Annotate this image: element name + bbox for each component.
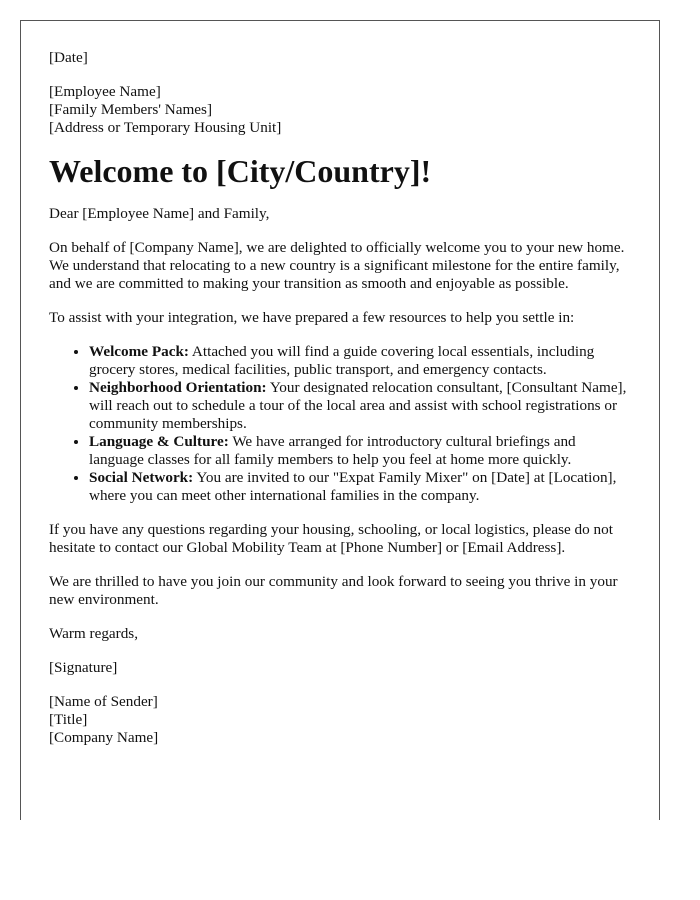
resources-intro: To assist with your integration, we have prepared a few resources to help you settle in:: [49, 309, 575, 326]
letter-page: [20, 20, 660, 820]
resource-text: You are invited to our "Expat Family Mixer" on [Date] at [Location], where you can meet other international families in the company.: [89, 469, 617, 504]
recipient-block: [49, 83, 631, 137]
resource-text: We have arranged for introductory cultural briefings and language classes for all family members to help you feel at home more quickly.: [89, 433, 576, 468]
resource-title: Welcome Pack:: [89, 343, 189, 360]
recipient-family-names: [Family Members' Names]: [49, 101, 213, 118]
letter-intro: On behalf of [Company Name], we are delighted to officially welcome you to your new home. We understand that relocating to a new country is a significant milestone for the entire family, and we are committed to making your transition as smooth and enjoyable as possible.: [49, 239, 625, 292]
letter-salutation: Dear [Employee Name] and Family,: [49, 205, 270, 222]
questions-paragraph: If you have any questions regarding your housing, schooling, or local logistics, please do not hesitate to contact our Global Mobility Team at [Phone Number] or [Email Address].: [49, 521, 613, 556]
letter-heading: Welcome to [City/Country]!: [49, 153, 432, 189]
letter-date: [Date]: [49, 49, 88, 66]
sign-off: Warm regards,: [49, 625, 139, 642]
resource-item-welcome-pack: [89, 343, 631, 379]
resource-item-language-culture: [89, 433, 631, 469]
resource-item-social-network: [89, 469, 631, 505]
resource-text: Your designated relocation consultant, [Consultant Name], will reach out to schedule a tour of the local area and assist with school registrations or community memberships.: [89, 379, 627, 432]
resources-list: [49, 343, 631, 505]
signature-placeholder: [Signature]: [49, 659, 118, 676]
resource-title: Social Network:: [89, 469, 194, 486]
resource-title: Language & Culture:: [89, 433, 229, 450]
sender-name: [Name of Sender]: [49, 693, 158, 710]
sender-block: [49, 693, 631, 747]
closing-paragraph: We are thrilled to have you join our community and look forward to seeing you thrive in your new environment.: [49, 573, 618, 608]
recipient-address: [Address or Temporary Housing Unit]: [49, 119, 282, 136]
recipient-employee-name: [Employee Name]: [49, 83, 161, 100]
resource-title: Neighborhood Orientation:: [89, 379, 267, 396]
resource-item-neighborhood-orientation: [89, 379, 631, 433]
resource-text: Attached you will find a guide covering local essentials, including grocery stores, medical facilities, public transport, and emergency contacts.: [89, 343, 595, 378]
sender-title: [Title]: [49, 711, 88, 728]
sender-company: [Company Name]: [49, 729, 159, 746]
